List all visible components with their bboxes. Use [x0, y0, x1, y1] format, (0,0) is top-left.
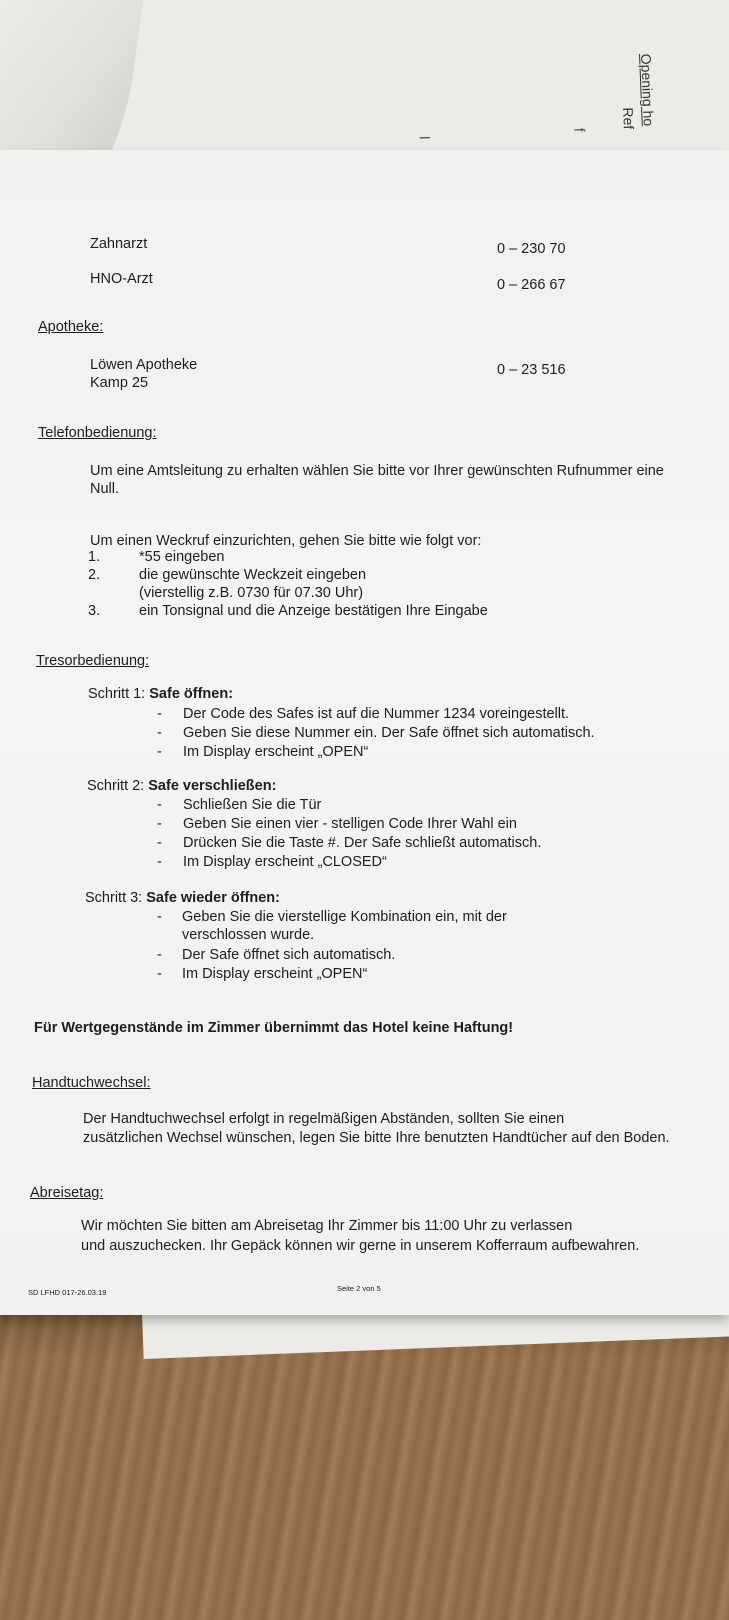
towel-heading: Handtuchwechsel:	[32, 1075, 151, 1091]
bullet-dash: -	[157, 947, 162, 963]
safe-step-2-item: Schließen Sie die Tür	[183, 797, 322, 813]
safe-step-3-item: Geben Sie die vierstellige Kombination ein, mit der	[182, 909, 507, 925]
wakeup-intro: Um einen Weckruf einzurichten, gehen Sie bitte wie folgt vor:	[90, 533, 482, 549]
wakeup-step-number: 1.	[88, 549, 101, 565]
towel-text-line-2: zusätzlichen Wechsel wünschen, legen Sie bitte Ihre benutzten Handtücher auf den Boden.	[83, 1130, 670, 1146]
pharmacy-number: 0 – 23 516	[497, 362, 566, 378]
safe-step-2-item: Geben Sie einen vier - stelligen Code Ihrer Wahl ein	[183, 816, 517, 832]
safe-heading: Tresorbedienung:	[36, 653, 150, 669]
departure-heading: Abreisetag:	[30, 1185, 104, 1201]
wakeup-step-text: ein Tonsignal und die Anzeige bestätigen Ihre Eingabe	[139, 603, 488, 619]
document-code: SD LFHD 017-26.03.19	[28, 1288, 107, 1297]
bullet-dash: -	[157, 966, 162, 982]
wakeup-step-text: *55 eingeben	[139, 549, 225, 565]
pharmacy-address: Kamp 25	[90, 375, 149, 391]
liability-warning: Für Wertgegenstände im Zimmer übernimmt das Hotel keine Haftung!	[34, 1020, 514, 1036]
safe-step-2-title	[87, 777, 276, 795]
contact-name-ent: HNO-Arzt	[90, 271, 153, 287]
contact-number-ent: 0 – 266 67	[497, 277, 566, 293]
safe-step-1-item: Im Display erscheint „OPEN“	[183, 744, 369, 760]
safe-step-3-item: Im Display erscheint „OPEN“	[182, 966, 368, 982]
wakeup-step-number: 2.	[88, 567, 101, 583]
safe-step-name: Safe wieder öffnen:	[146, 890, 280, 906]
safe-step-name: Safe verschließen:	[148, 778, 277, 794]
back-sheet-label: Ref	[620, 107, 637, 130]
wakeup-step-text: die gewünschte Weckzeit eingeben	[139, 567, 367, 583]
document-page	[0, 150, 729, 1315]
departure-text-line-2: und auszuchecken. Ihr Gepäck können wir gerne in unserem Kofferraum aufbewahren.	[81, 1238, 640, 1254]
telephone-text-line-2: Null.	[90, 481, 120, 497]
back-sheet-mark-2: f	[570, 127, 588, 133]
back-sheet-mark-1: I	[415, 135, 433, 141]
bullet-dash: -	[157, 854, 162, 870]
wakeup-step-text-continued: (vierstellig z.B. 0730 für 07.30 Uhr)	[139, 585, 364, 601]
contact-number-dentist: 0 – 230 70	[497, 241, 566, 257]
bullet-dash: -	[157, 835, 162, 851]
safe-step-2-item: Drücken Sie die Taste #. Der Safe schließt automatisch.	[183, 835, 542, 851]
wakeup-step-number: 3.	[88, 603, 101, 619]
bullet-dash: -	[157, 909, 162, 925]
pharmacy-heading: Apotheke:	[38, 319, 104, 335]
page-number: Seite 2 von 5	[337, 1284, 381, 1293]
safe-step-1-title	[88, 685, 233, 703]
departure-text-line-1: Wir möchten Sie bitten am Abreisetag Ihr Zimmer bis 11:00 Uhr zu verlassen	[81, 1218, 573, 1234]
safe-step-name: Safe öffnen:	[149, 686, 234, 702]
bullet-dash: -	[157, 816, 162, 832]
telephone-heading: Telefonbedienung:	[38, 425, 157, 441]
bullet-dash: -	[157, 744, 162, 760]
safe-step-prefix: Schritt 2:	[87, 778, 149, 794]
safe-step-3-item-continued: verschlossen wurde.	[182, 927, 315, 943]
back-sheet-heading: Opening ho	[638, 53, 657, 127]
safe-step-prefix: Schritt 3:	[85, 890, 147, 906]
bullet-dash: -	[157, 797, 162, 813]
safe-step-2-item: Im Display erscheint „CLOSED“	[183, 854, 387, 870]
safe-step-3-item: Der Safe öffnet sich automatisch.	[182, 947, 396, 963]
safe-step-3-title	[85, 889, 280, 907]
bullet-dash: -	[157, 725, 162, 741]
towel-text-line-1: Der Handtuchwechsel erfolgt in regelmäßigen Abständen, sollten Sie einen	[83, 1111, 565, 1127]
bullet-dash: -	[157, 706, 162, 722]
safe-step-prefix: Schritt 1:	[88, 686, 150, 702]
safe-step-1-item: Geben Sie diese Nummer ein. Der Safe öffnet sich automatisch.	[183, 725, 595, 741]
safe-step-1-item: Der Code des Safes ist auf die Nummer 1234 voreingestellt.	[183, 706, 570, 722]
contact-name-dentist: Zahnarzt	[90, 236, 148, 252]
pharmacy-name: Löwen Apotheke	[90, 357, 198, 373]
telephone-text-line-1: Um eine Amtsleitung zu erhalten wählen Sie bitte vor Ihrer gewünschten Rufnummer eine	[90, 463, 664, 479]
